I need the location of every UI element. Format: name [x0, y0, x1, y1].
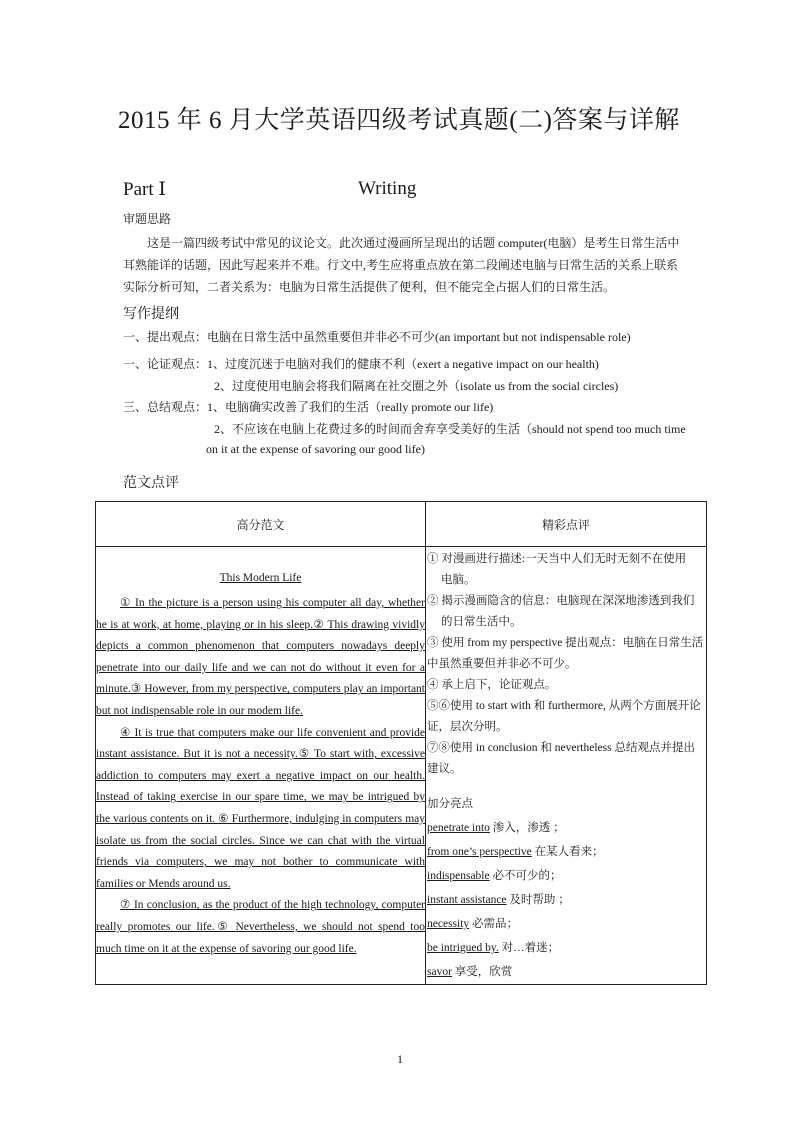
outline-line: on it at the expense of savoring our good life): [206, 442, 425, 456]
analysis-paragraph: 这是一篇四级考试中常见的议论文。此次通过漫画所呈现出的话题 computer(电脑）是考生日常生活中耳熟能详的话题，因此写起来并不难。行文中,考生应将重点放在第二段阐述电脑与日常生活的关系上联系实际分析可知，二者关系为：电脑为日常生活提供了便利，但不能完全占据人们的日常生活。: [123, 236, 680, 294]
note-item: ② 揭示漫画隐含的信息：电脑现在深深地渗透到我们 的日常生活中。: [427, 595, 695, 628]
review-table: [95, 501, 707, 985]
note-item: ⑤⑥使用 to start with 和 furthermore, 从两个方面展开论证，层次分明。: [427, 700, 701, 733]
model-essay: [96, 547, 425, 960]
phrase-item: from one’s perspective 在某人看来；: [427, 846, 604, 858]
page-title: 2015 年 6 月大学英语四级考试真题(二)答案与详解: [118, 107, 680, 134]
part-name: Writing: [358, 178, 417, 199]
essay-paragraph: ① In the picture is a person using his computer all day, whether he is at work, at home, playing or in his sleep.② This drawing vividly depicts a common phenomenon that computers nowadays deeply penetrate into our daily life and we can not do without it even for a minute.③ However, from my perspective, computers play an important but not indispensable role in our modem life.: [96, 597, 425, 717]
essay-title: This Modern Life: [219, 572, 302, 584]
review-notes: [426, 547, 706, 984]
phrase-item: indispensable 必不可少的；: [427, 870, 562, 882]
note-item: ① 对漫画进行描述:一天当中人们无时无刻不在使用 电脑。: [427, 553, 687, 586]
part-label: Part Ⅰ: [123, 179, 166, 200]
bonus-heading: 加分亮点: [427, 798, 473, 810]
note-item: ⑦⑧使用 in conclusion 和 nevertheless 总结观点并提出建议。: [427, 742, 695, 775]
page-number: 1: [397, 1052, 403, 1066]
column-header-essay: 高分范文: [96, 502, 426, 547]
note-item: ③ 使用 from my perspective 提出观点：电脑在日常生活中虽然重要但并非必不可少。: [427, 637, 704, 670]
note-item: ④ 承上启下，论证观点。: [427, 679, 557, 691]
outline-line: 三、总结观点：1、电脑确实改善了我们的生活（really promote our life): [123, 400, 494, 414]
phrase-item: penetrate into 渗入，渗透 ；: [427, 822, 565, 834]
outline-line: 一、论证观点：1、过度沉迷于电脑对我们的健康不利（exert a negative impact on our health): [123, 357, 599, 371]
essay-paragraph: ④ It is true that computers make our life convenient and provide instant assistance. But it is not a necessity.⑤ To start with, excessive addiction to computers may exert a negative impact on our health. Instead of taking exercise in our spare time, we may be intrigued by the various contents on it. ⑥ Furthermore, indulging in computers may isolate us from the social circles. Since we can chat with the virtual friends via computers, we may not bother to communicate with families or Mends around us.: [96, 726, 425, 890]
analysis-heading: 审题思路: [123, 212, 172, 226]
phrase-item: instant assistance 及时帮助 ；: [427, 894, 570, 906]
outline-line: 2、不应该在电脑上花费过多的时间而舍弃享受美好的生活（should not spend too much time: [214, 422, 686, 436]
phrase-item: savor 享受，欣赏: [427, 966, 513, 978]
phrase-item: be intrigued by. 对…着迷；: [427, 942, 560, 954]
phrase-item: necessity 必需品；: [427, 918, 519, 930]
outline-line: 一、提出观点：电脑在日常生活中虽然重要但并非必不可少(an important but not indispensable role): [123, 330, 631, 344]
essay-paragraph: ⑦ In conclusion, as the product of the high technology, computer really promotes our life.⑤ Nevertheless, we should not spend too much time on it at the expense of savoring our good life.: [96, 899, 425, 955]
outline-heading: 写作提纲: [123, 307, 179, 322]
review-heading: 范文点评: [123, 476, 179, 491]
column-header-notes: 精彩点评: [426, 502, 707, 547]
outline-line: 2、过度使用电脑会将我们隔离在社交圈之外（isolate us from the social circles): [214, 379, 619, 393]
